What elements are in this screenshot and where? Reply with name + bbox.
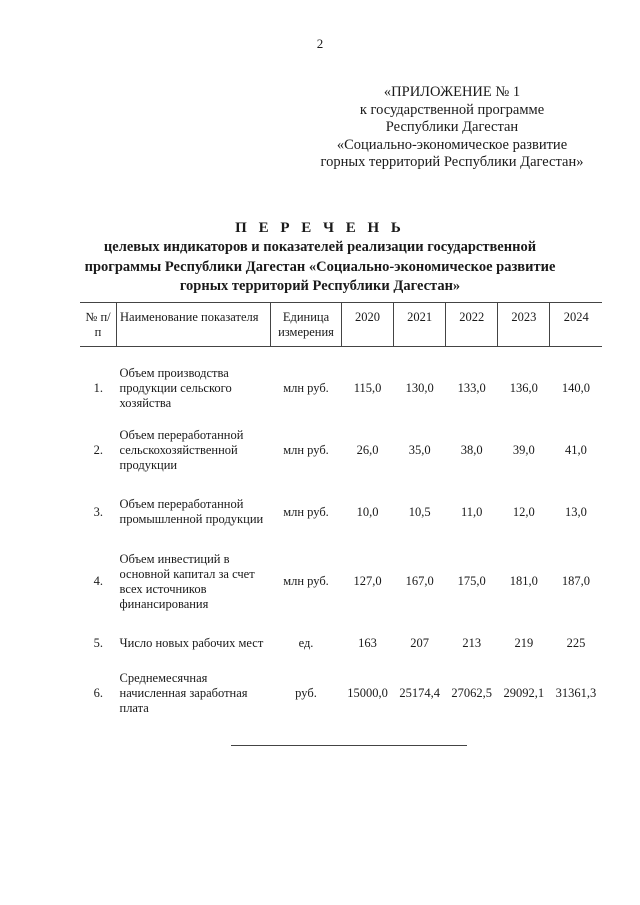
row-num: 3. xyxy=(93,504,103,519)
row-name: Объем переработанной сельскохозяйственной продукции xyxy=(119,427,244,472)
row-value-2020: 15000,0 xyxy=(347,685,388,700)
row-value-2024: 140,0 xyxy=(561,380,590,395)
row-value-2024: 187,0 xyxy=(561,574,590,588)
row-value-2024: 225 xyxy=(566,636,586,650)
row-name: Объем инвестиций в основной капитал за счет всех источников финансирования xyxy=(119,551,255,611)
row-value-2022: 213 xyxy=(462,636,482,650)
row-unit: ед. xyxy=(298,636,314,650)
appendix-line-5: горных территорий Республики Дагестан» xyxy=(320,154,584,170)
row-value-2022: 175,0 xyxy=(457,574,486,588)
heading-line-2: программы Республики Дагестан «Социально-экономическое развитие xyxy=(84,258,556,275)
heading-line-3: горных территорий Республики Дагестан» xyxy=(179,278,461,294)
row-name: Число новых рабочих мест xyxy=(119,636,264,650)
row-value-2021: 130,0 xyxy=(405,380,434,395)
row-value-2024: 31361,3 xyxy=(555,685,597,700)
row-value-2023: 181,0 xyxy=(509,574,538,588)
row-unit: руб. xyxy=(295,685,317,700)
row-value-2021: 25174,4 xyxy=(399,685,440,700)
table-row xyxy=(80,620,602,667)
page-number: 2 xyxy=(316,36,324,51)
row-value-2022: 133,0 xyxy=(457,380,486,395)
table-row xyxy=(80,481,602,543)
row-value-2020: 115,0 xyxy=(353,380,382,395)
table-row xyxy=(80,543,602,620)
row-value-2024: 13,0 xyxy=(565,504,587,519)
row-value-2022: 11,0 xyxy=(461,504,483,519)
row-value-2020: 10,0 xyxy=(356,504,379,519)
row-num: 1. xyxy=(93,380,103,395)
header-2023: 2023 xyxy=(498,303,550,347)
row-value-2023: 136,0 xyxy=(509,380,538,395)
header-num: № п/п xyxy=(85,310,111,339)
appendix-line-4: «Социально-экономическое развитие xyxy=(336,136,568,153)
appendix-line-2: к государственной программе xyxy=(359,101,545,118)
row-unit: млн руб. xyxy=(283,380,329,395)
heading-title: П Е Р Е Ч Е Н Ь xyxy=(235,220,405,236)
row-value-2024: 41,0 xyxy=(565,442,587,457)
row-value-2023: 12,0 xyxy=(512,504,535,519)
row-num: 6. xyxy=(93,685,103,700)
row-unit: млн руб. xyxy=(283,442,329,457)
row-num: 4. xyxy=(93,574,103,588)
row-value-2022: 27062,5 xyxy=(451,685,493,700)
row-value-2021: 35,0 xyxy=(408,442,431,457)
header-2022: 2022 xyxy=(446,303,498,347)
table-row xyxy=(80,419,602,481)
appendix-line-1: «ПРИЛОЖЕНИЕ № 1 xyxy=(383,84,521,100)
row-value-2020: 163 xyxy=(358,636,377,650)
row-value-2023: 219 xyxy=(514,636,534,650)
row-num: 5. xyxy=(93,636,103,650)
appendix-block xyxy=(302,84,602,172)
row-value-2020: 26,0 xyxy=(356,442,379,457)
row-value-2022: 38,0 xyxy=(460,442,483,457)
header-2024: 2024 xyxy=(550,303,602,347)
header-2020: 2020 xyxy=(342,303,394,347)
row-name: Среднемесячная начисленная заработная плата xyxy=(119,670,248,715)
header-unit: Единица измерения xyxy=(271,303,342,347)
appendix-line-3: Республики Дагестан xyxy=(385,119,519,135)
row-value-2023: 39,0 xyxy=(512,442,535,457)
row-value-2021: 167,0 xyxy=(405,574,434,588)
row-value-2021: 10,5 xyxy=(408,504,431,519)
header-2021: 2021 xyxy=(394,303,446,347)
row-name: Объем производства продукции сельского хозяйства xyxy=(119,365,232,410)
table-row xyxy=(80,667,602,719)
row-value-2021: 207 xyxy=(410,636,430,650)
row-unit: млн руб. xyxy=(283,504,329,519)
table-header-row xyxy=(80,303,602,347)
heading-line-1: целевых индикаторов и показателей реализации государственной xyxy=(103,239,537,255)
header-name: Наименование показателя xyxy=(117,303,271,347)
row-value-2023: 29092,1 xyxy=(503,685,545,700)
table-row xyxy=(80,357,602,419)
row-value-2020: 127,0 xyxy=(353,574,382,588)
closing-divider xyxy=(231,745,467,746)
row-num: 2. xyxy=(93,442,103,457)
indicators-table xyxy=(80,302,602,719)
row-unit: млн руб. xyxy=(283,574,329,588)
row-name: Объем переработанной промышленной продукции xyxy=(119,497,264,526)
document-heading xyxy=(60,219,580,296)
